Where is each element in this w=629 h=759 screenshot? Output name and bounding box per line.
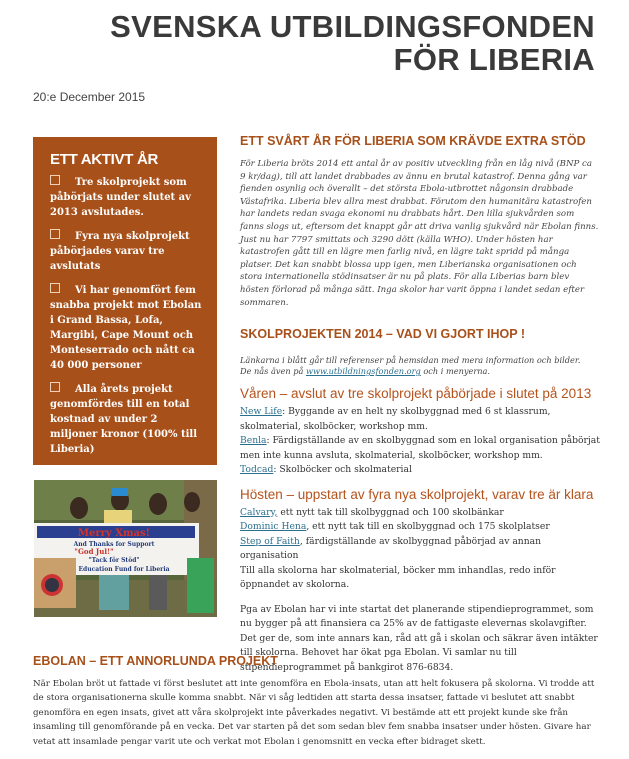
- banner-line2: And Thanks for Support: [73, 541, 155, 548]
- checkbox-icon: [50, 175, 60, 185]
- spring-project-list: New Life: Byggande av en helt ny skolbyggnad med 6 st klassrum, skolmaterial, skolböcker, workshop mm. Benla: Färdigställande av en skolbyggnad som en lokal organisation påbörjat men inte kunna avsluta, skolmaterial, skolböcker, workshop mm. Todcad: Skolböcker och skolmaterial: [240, 406, 600, 476]
- autumn-subheading: Hösten – uppstart av fyra nya skolprojekt, varav tre är klara: [240, 486, 594, 502]
- banner-line4: "Tack för Stöd": [88, 557, 140, 564]
- project-link-benla[interactable]: Benla: [240, 435, 267, 447]
- project-link-todcad[interactable]: Todcad: [240, 464, 274, 476]
- section-heading-school-projects: SKOLPROJEKTEN 2014 – VAD VI GJORT IHOP !: [240, 327, 526, 342]
- page-title-line1: SVENSKA UTBILDINGSFONDEN: [110, 9, 595, 44]
- project-link-dominic-hena[interactable]: Dominic Hena: [240, 521, 307, 533]
- project-link-step-of-faith[interactable]: Step of Faith: [240, 535, 300, 547]
- project-link-new-life[interactable]: New Life: [240, 406, 283, 418]
- banner-line1: Merry Xmas!: [77, 528, 151, 539]
- autumn-footer: Till alla skolorna har skolmaterial, böcker mm inhandlas, redo inför öppnandet av skolorna.: [240, 564, 556, 591]
- banner-line3: "God Jul!": [74, 547, 114, 556]
- links-note: Länkarna i blått går till referenser på hemsidan med mera information och bilder. De nås även på www.utbildningsfonden.org och i menyerna.: [240, 355, 581, 377]
- page-title-line2: FÖR LIBERIA: [393, 42, 595, 77]
- sidebar-item: Vi har genomfört fem snabba projekt mot Ebolan i Grand Bassa, Lofa, Margibi, Cape Mount och Monteserrado och nått ca 40 000 personer: [50, 285, 202, 371]
- sidebar-title: ETT AKTIVT ÅR: [50, 151, 159, 168]
- sidebar-highlights-box: [33, 137, 217, 465]
- sidebar-item: Alla årets projekt genomfördes till en total kostnad av under 2 miljoner kronor (100% till Liberia): [50, 384, 198, 455]
- spring-subheading: Våren – avslut av tre skolprojekt påbörjade i slutet på 2013: [240, 386, 592, 402]
- section-heading-difficult-year: ETT SVÅRT ÅR FÖR LIBERIA SOM KRÄVDE EXTRA STÖD: [240, 134, 586, 148]
- main-column: [240, 134, 600, 676]
- page-title: [110, 10, 595, 76]
- sidebar-item: Fyra nya skolprojekt påbörjades varav tre avslutats: [50, 231, 190, 272]
- ebola-section: [33, 654, 603, 749]
- issue-date: 20:e December 2015: [33, 90, 146, 104]
- checkbox-icon: [50, 229, 60, 239]
- section-heading-ebola: EBOLAN – ETT ANNORLUNDA PROJEKT: [33, 654, 278, 668]
- autumn-project-list: Calvary, ett nytt tak till skolbyggnad och 100 skolbänkar Dominic Hena, ett nytt tak till en skolbyggnad och 175 skolplatser Step of Faith, färdigställande av skolbyggnad påbörjad av annan organisation Till alla skolorna har skolmaterial, böcker mm inhandlas, redo inför öppnandet av skolorna.: [240, 506, 556, 591]
- photo-illustration: [34, 480, 217, 617]
- checkbox-icon: [50, 283, 60, 293]
- ebola-paragraph: När Ebolan bröt ut fattade vi först beslutet att inte genomföra en Ebola-insats, utan att helt fokusera på skolorna. Vi trodde att de stora organisationerna skulle komma snabbt. När vi såg ledtiden att starta dessa insatser, fattade vi beslutet att snabbt genomföra en egen insats, givet att våra skolprojekt inte påverkades negativt. Vi bestämde att ett projekt kunde ske från insamling till genomförande på en vecka. Det var starten på det som sedan blev fem snabba insatser under hösten. Givare har vetat att insamlade pengar varit ute och verkat mot Ebolan i genomsnitt en vecka efter bidraget skett.: [33, 679, 595, 747]
- intro-paragraph: För Liberia bröts 2014 ett antal år av positiv utveckling från en låg nivå (BNP ca 9 kr/dag), till att landet drabbades av ännu en brutal katastrof. Denna gång var fienden osynlig och överallt – det största Ebola-utbrottet någonsin drabbade Västafrika. Liberia blev allra mest drabbat. Förutom den humanitära katastrofen har landets redan svaga ekonomi nu drabbats hårt. Den lilla sjukvården som fanns slogs ut, eftersom det knappt går att driva vanlig sjukvård när Ebolan finns. Just nu har 7797 smittats och 3290 dött (källa WHO). Under hösten har katastrofen gått till en lägre men farlig nivå, en lägre takt spridd på många platser. Det kan snabbt blossa upp igen, men Liberianska organisationen och stora internationella stödinsatser är nu på plats. För alla Liberias barn blev hösten förlorad på många sätt. Inga skolor har varit öppna i landet sedan efter sommaren.: [240, 159, 599, 308]
- stipend-paragraph: Pga av Ebolan har vi inte startat det planerande stipendieprogrammet, som nu bygger på att finansiera ca 25% av de fattigaste elevernas skolavgifter. Det ger de, som inte annars kan, råd att gå i skolan och säkrar även intäkter till skolorna. Behovet har ökat pga Ebolan. Vi samlar nu till stipendieprogrammet på bankgirot 876-6834.: [240, 603, 598, 673]
- sidebar-item: Tre skolprojekt som påbörjats under slutet av 2013 avslutades.: [50, 177, 191, 218]
- banner-line5: Education Fund for Liberia: [78, 566, 170, 573]
- project-link-calvary[interactable]: Calvary,: [240, 506, 278, 518]
- group-photo: [34, 480, 217, 617]
- checkbox-icon: [50, 382, 60, 392]
- website-link[interactable]: www.utbildningsfonden.org: [305, 366, 421, 377]
